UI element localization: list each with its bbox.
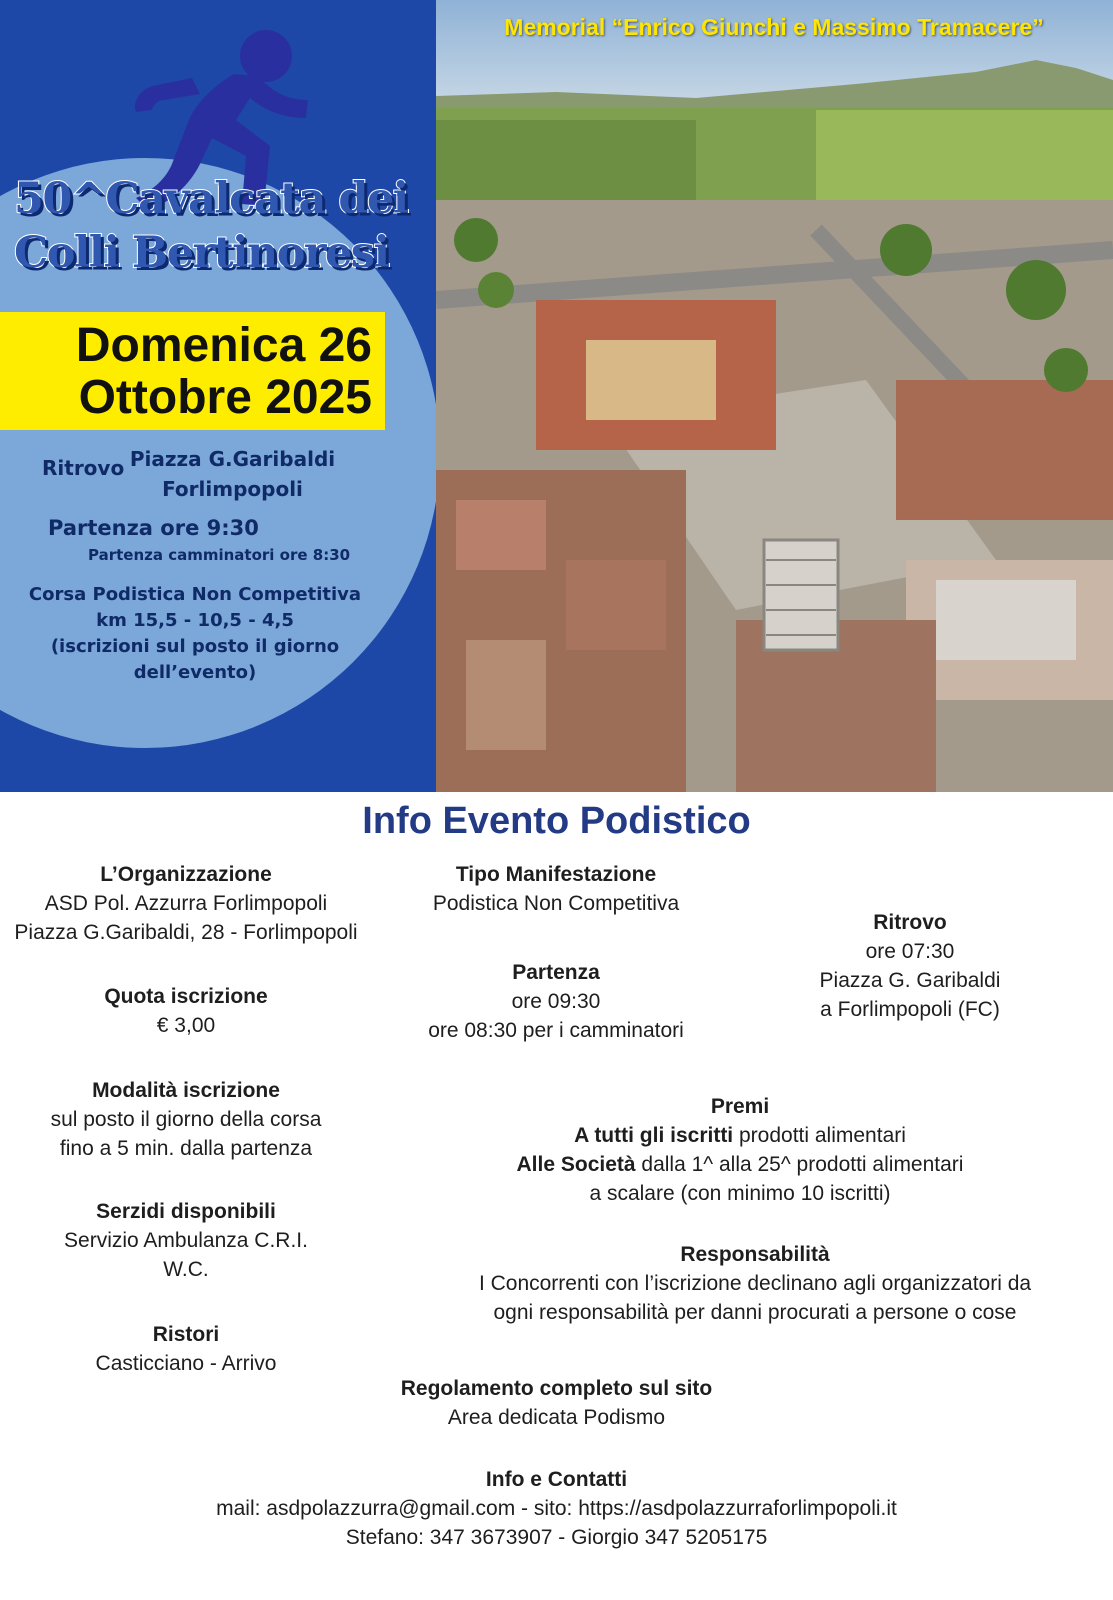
memorial-caption: Memorial “Enrico Giunchi e Massimo Tramacere” — [504, 14, 1044, 40]
start-time: Partenza ore 9:30 — [48, 516, 259, 540]
rules-block — [0, 1374, 1113, 1432]
prizes-line1-rest: prodotti alimentari — [733, 1124, 906, 1147]
registration-line2: fino a 5 min. dalla partenza — [59, 1137, 313, 1160]
event-type-value: Podistica Non Competitiva — [432, 892, 680, 915]
organization-address: Piazza G.Garibaldi, 28 - Forlimpopoli — [14, 921, 358, 944]
start-block — [372, 958, 740, 1045]
event-banner — [0, 0, 1113, 792]
meeting-label: Ritrovo — [42, 456, 125, 480]
prizes-line3: a scalare (con minimo 10 iscritti) — [589, 1182, 891, 1205]
aerial-photo-illustration — [436, 0, 1113, 792]
fee-block — [0, 982, 372, 1040]
services-line2: W.C. — [163, 1258, 209, 1281]
prizes-line1-bold: A tutti gli iscritti — [574, 1124, 734, 1147]
registration-heading: Modalità iscrizione — [92, 1079, 280, 1102]
registration-line1: sul posto il giorno della corsa — [50, 1108, 322, 1131]
rules-heading: Regolamento completo sul sito — [400, 1377, 713, 1400]
responsibility-block — [420, 1240, 1090, 1327]
meeting-place-line1: Piazza G.Garibaldi — [129, 447, 336, 471]
meeting-block — [740, 908, 1080, 1024]
race-description-line2: km 15,5 - 10,5 - 4,5 — [96, 610, 294, 631]
contacts-web: mail: asdpolazzurra@gmail.com - sito: https://asdpolazzurraforlimpopoli.it — [216, 1497, 897, 1520]
walkers-start-time: Partenza camminatori ore 8:30 — [88, 546, 351, 564]
meeting-place-line2: Forlimpopoli — [162, 477, 303, 501]
refreshments-block — [0, 1320, 372, 1378]
prizes-line2-bold: Alle Società — [516, 1153, 636, 1176]
event-date-line1: Domenica 26 — [75, 319, 372, 372]
event-title-line1: 50^Cavalcata dei — [14, 174, 408, 224]
refreshments-value: Casticciano - Arrivo — [95, 1352, 277, 1375]
refreshments-heading: Ristori — [152, 1323, 220, 1346]
prizes-line2 — [440, 1150, 1040, 1179]
prizes-line2-rest: dalla 1^ alla 25^ prodotti alimentari — [635, 1153, 964, 1176]
race-description-line4: dell’evento) — [133, 662, 257, 683]
race-description-line3: (iscrizioni sul posto il giorno — [50, 636, 340, 657]
info-section-title: Info Evento Podistico — [362, 800, 751, 842]
start-line1: ore 09:30 — [511, 990, 601, 1013]
meeting-line1: ore 07:30 — [865, 940, 955, 963]
responsibility-heading: Responsabilità — [680, 1243, 830, 1266]
banner-left-panel — [0, 0, 436, 792]
race-description-line1: Corsa Podistica Non Competitiva — [28, 584, 362, 605]
contacts-block — [0, 1465, 1113, 1552]
meeting-line3: a Forlimpopoli (FC) — [820, 998, 1000, 1021]
start-line2: ore 08:30 per i camminatori — [428, 1019, 684, 1042]
meeting-heading: Ritrovo — [873, 911, 947, 934]
services-heading: Serzidi disponibili — [96, 1200, 276, 1223]
contacts-heading: Info e Contatti — [485, 1468, 628, 1491]
services-block — [0, 1197, 372, 1284]
fee-heading: Quota iscrizione — [104, 985, 268, 1008]
organization-heading: L’Organizzazione — [100, 863, 272, 886]
event-date — [0, 320, 372, 424]
event-title — [14, 172, 424, 280]
prizes-heading: Premi — [710, 1095, 770, 1118]
meeting-place — [120, 444, 345, 504]
contacts-phones: Stefano: 347 3673907 - Giorgio 347 5205175 — [345, 1526, 768, 1549]
event-title-line2: Colli Bertinoresi — [14, 228, 389, 278]
race-description — [20, 582, 370, 686]
organization-name: ASD Pol. Azzurra Forlimpopoli — [44, 892, 328, 915]
prizes-line1 — [440, 1121, 1040, 1150]
rules-value: Area dedicata Podismo — [447, 1406, 666, 1429]
responsibility-line1: I Concorrenti con l’iscrizione declinano agli organizzatori da — [478, 1272, 1032, 1295]
organization-block — [0, 860, 372, 947]
event-date-line2: Ottobre 2025 — [78, 371, 372, 424]
responsibility-line2: ogni responsabilità per danni procurati a persone o cose — [493, 1301, 1017, 1324]
registration-block — [0, 1076, 372, 1163]
fee-value: € 3,00 — [156, 1014, 216, 1037]
event-type-heading: Tipo Manifestazione — [455, 863, 657, 886]
event-type-block — [372, 860, 740, 918]
aerial-town-photo — [436, 0, 1113, 792]
start-heading: Partenza — [512, 961, 600, 984]
prizes-block — [440, 1092, 1040, 1208]
meeting-line2: Piazza G. Garibaldi — [819, 969, 1001, 992]
services-line1: Servizio Ambulanza C.R.I. — [64, 1229, 308, 1252]
